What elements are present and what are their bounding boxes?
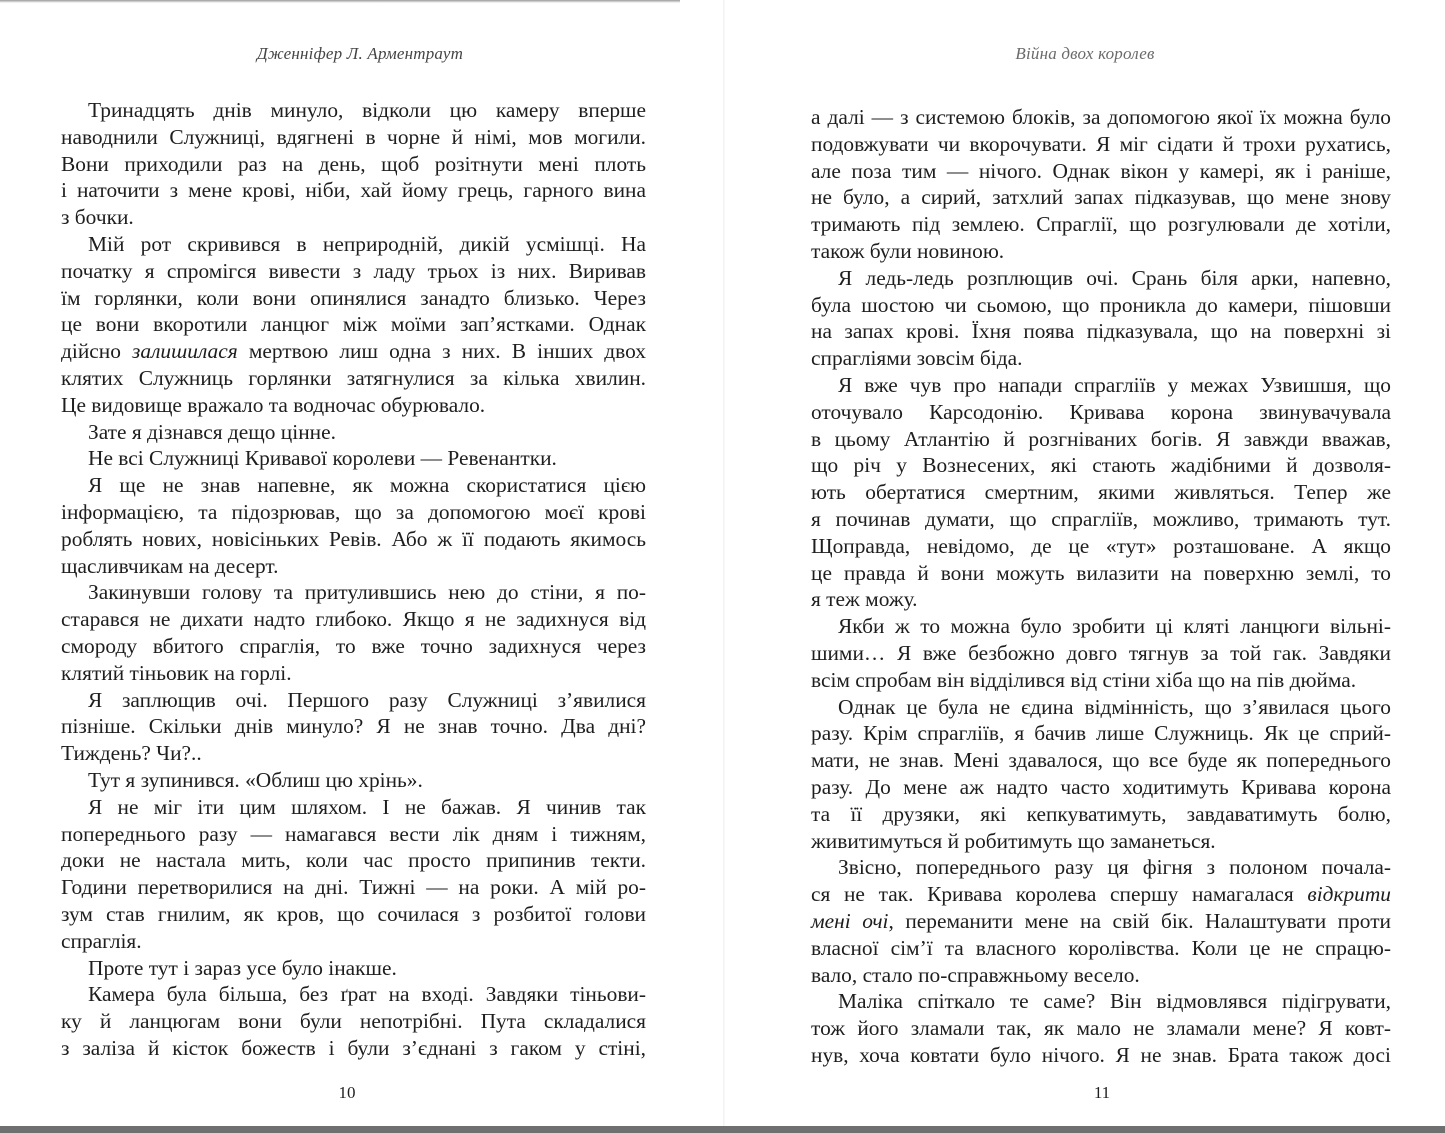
paragraph bbox=[61, 981, 646, 1061]
text-line: я починав думати, що спрагліїв, можливо, тримають тут. bbox=[811, 506, 1391, 531]
page-number: 10 bbox=[338, 1083, 356, 1102]
text-line: Закинувши голову та притулившись нею до стіни, я по- bbox=[88, 580, 646, 605]
text-line: клятих Служниць горлянки затягнулися за кілька хвилин. bbox=[61, 365, 646, 390]
paragraph bbox=[61, 419, 646, 446]
emphasis: відкрити bbox=[1307, 882, 1391, 907]
left-page-body bbox=[61, 97, 646, 1062]
text-line: Я вже чув про напади спрагліїв у межах Узвишшя, що bbox=[838, 372, 1391, 397]
paragraph bbox=[61, 687, 646, 767]
paragraph bbox=[811, 988, 1391, 1068]
text-line: мені очі, переманити мене на свій бік. Налаштувати проти bbox=[811, 908, 1391, 933]
left-page bbox=[0, 0, 722, 1126]
emphasis: залишилася bbox=[132, 339, 238, 364]
text-line: не було, а сирий, затхлий запах підказував, що мене знову bbox=[811, 185, 1391, 210]
text-line: тож його зламали так, як мало не зламали мене? Я ковт- bbox=[811, 1016, 1391, 1041]
text-line: смороду вбитого спраглія, то вже точно задихнуся через bbox=[61, 633, 646, 658]
text-line: з заліза й кісток божеств і були з’єднані з гаком у стіні, bbox=[61, 1035, 646, 1060]
paragraph bbox=[61, 472, 646, 579]
right-page bbox=[725, 0, 1445, 1126]
text-line: ють обертатися смертним, якими живляться. Тепер же bbox=[811, 480, 1391, 505]
text-line: подовжувати чи вкорочувати. Я міг сідати й трохи рухатись, bbox=[811, 131, 1391, 156]
text-line: Зате я дізнався дещо цінне. bbox=[88, 419, 336, 444]
paragraph bbox=[811, 104, 1391, 265]
text-line: Мій рот скривився в неприродній, дикій усмішці. На bbox=[88, 231, 646, 256]
text-line: роблять нових, новісіньких Ревів. Або ж її подають якимось bbox=[61, 526, 646, 551]
paragraph bbox=[61, 97, 646, 231]
text-line: шими… Я вже безбожно довго тягнув за той гак. Завдяки bbox=[811, 640, 1391, 665]
text-line: Я ледь-ледь розплющив очі. Срань біля арки, напевно, bbox=[838, 265, 1391, 290]
text-line: Якби ж то можна було зробити ці кляті ланцюги вільні- bbox=[838, 614, 1391, 639]
text-line: Щоправда, невідомо, де це «тут» розташоване. А якщо bbox=[811, 533, 1391, 558]
text-line: на запах крові. Їхня поява підказувала, що на поверхні зі bbox=[811, 319, 1391, 344]
text-line: і наточити з мене крові, ніби, хай йому грець, гарного вина bbox=[61, 178, 646, 203]
text-line: Тиждень? Чи?.. bbox=[61, 741, 202, 766]
page-number: 11 bbox=[1093, 1083, 1111, 1102]
text-line: та її друзяки, які кепкуватимуть, завдаватимуть болю, bbox=[811, 801, 1391, 826]
paragraph bbox=[811, 854, 1391, 988]
paragraph bbox=[61, 445, 646, 472]
text-line: в цьому Атлантію й розгніваних богів. Я завжди вважав, bbox=[811, 426, 1391, 451]
text-line: Години перетворилися на дні. Тижні — на роки. А мій ро- bbox=[61, 875, 646, 900]
text-line: спраглія. bbox=[61, 928, 142, 953]
text-line: з бочки. bbox=[61, 205, 134, 230]
right-page-body bbox=[811, 104, 1391, 1069]
text-line: я теж можу. bbox=[811, 587, 918, 612]
text-line: спрагліями зовсім біда. bbox=[811, 346, 1023, 371]
text-line: Проте тут і зараз усе було інакше. bbox=[88, 955, 397, 980]
text-line: зум став гнилим, як кров, що сочилася з розбитої голови bbox=[61, 901, 646, 926]
text-line: що річ у Вознесених, які стають жадібними й дозволя- bbox=[811, 453, 1391, 478]
text-line: Я ще не знав напевне, як можна скористатися цією bbox=[88, 473, 646, 498]
text-line: Я заплющив очі. Першого разу Служниці з’явилися bbox=[88, 687, 646, 712]
text-line: живитимуться й робитимуть що заманеться. bbox=[811, 828, 1216, 853]
text-line: Тут я зупинився. «Облиш цю хрінь». bbox=[88, 767, 423, 792]
scan-edge-bottom bbox=[0, 1126, 1445, 1133]
text-line: ку й ланцюгам вони були непотрібні. Пута складалися bbox=[61, 1009, 646, 1034]
text-line: а далі — з системою блоків, за допомогою якої їх можна було bbox=[811, 105, 1391, 129]
text-line: доки не настала мить, коли час просто припинив текти. bbox=[61, 848, 646, 873]
paragraph bbox=[811, 694, 1391, 855]
text-line: щасливчикам на десерт. bbox=[61, 553, 279, 578]
text-line: була шостою чи сьомою, що проникла до камери, пішовши bbox=[811, 292, 1391, 317]
text-line: разу. Крім спрагліїв, я бачив лише Служниць. Як це сприй- bbox=[811, 721, 1391, 746]
text-line: Маліка спіткало те саме? Він відмовлявся підігрувати, bbox=[838, 989, 1391, 1014]
text-line: Вони приходили раз на день, щоб розітнути мені плоть bbox=[61, 151, 646, 176]
text-line: їм горлянки, коли вони опинялися занадто близько. Через bbox=[61, 285, 646, 310]
text-line: це вони вкоротили ланцюг між моїми зап’ястками. Однак bbox=[61, 312, 646, 337]
paragraph bbox=[61, 767, 646, 794]
text-line: клятий тіньовик на горлі. bbox=[61, 660, 292, 685]
text-line: нув, хоча ковтати було нічого. Я не знав. Брата також досі bbox=[811, 1042, 1391, 1067]
paragraph bbox=[811, 613, 1391, 693]
paragraph bbox=[61, 231, 646, 419]
text-line: оточувало Карсодонію. Кривава корона звинувачувала bbox=[811, 399, 1391, 424]
text-line: початку я спромігся вивести з ладу трьох із них. Виривав bbox=[61, 258, 646, 283]
text-line: Камера була більша, без ґрат на вході. Завдяки тіньови- bbox=[88, 982, 646, 1007]
text-line: але поза тим — нічого. Однак вікон у камері, як і раніше, bbox=[811, 158, 1391, 183]
text-line: Не всі Служниці Кривавої королеви — Ревенантки. bbox=[88, 446, 557, 471]
text-line: ся не так. Кривава королева спершу намагалася відкрити bbox=[811, 882, 1391, 907]
text-line: власної сім’ї та власного королівства. Коли це не спрацю- bbox=[811, 935, 1391, 960]
paragraph bbox=[61, 955, 646, 982]
text-line: також були новиною. bbox=[811, 238, 1005, 263]
text-line: мати, не знав. Мені здавалося, що все буде як попереднього bbox=[811, 748, 1391, 773]
text-line: Звісно, попереднього разу ця фігня з полоном почала- bbox=[838, 855, 1391, 880]
text-line: інформацією, та підозрював, що за допомогою моєї крові bbox=[61, 499, 646, 524]
text-line: наводнили Служниці, вдягнені в чорне й німі, мов могили. bbox=[61, 124, 646, 149]
text-line: дійсно залишилася мертвою лиш одна з них. В інших двох bbox=[61, 339, 646, 364]
text-line: вало, стало по-справжньому весело. bbox=[811, 962, 1140, 987]
paragraph bbox=[61, 794, 646, 955]
text-line: Це видовище вражало та водночас обурювало. bbox=[61, 392, 486, 417]
running-head-author: Дженніфер Л. Арментраут bbox=[256, 44, 464, 63]
text-line: всім спробам він відділився від стіни хіба що на пів дюйма. bbox=[811, 667, 1357, 692]
paragraph bbox=[61, 579, 646, 686]
text-line: старався не дихати надто глибоко. Якщо я не задихнуся від bbox=[61, 607, 646, 632]
running-head-title: Війна двох королев bbox=[1015, 44, 1155, 63]
text-line: тримають під землею. Спраглії, що розгулювали де хотіли, bbox=[811, 212, 1391, 237]
text-line: це правда й вони можуть вилазити на поверхню землі, то bbox=[811, 560, 1391, 585]
paragraph bbox=[811, 265, 1391, 372]
text-line: Я не міг іти цим шляхом. І не бажав. Я чинив так bbox=[88, 794, 646, 819]
text-line: пізніше. Скільки днів минуло? Я не знав точно. Два дні? bbox=[61, 714, 646, 739]
emphasis: мені очі bbox=[811, 908, 889, 933]
text-line: разу. До мене аж надто часто ходитимуть Кривава корона bbox=[811, 774, 1391, 799]
text-line: Тринадцять днів минуло, відколи цю камеру вперше bbox=[88, 98, 646, 122]
paragraph bbox=[811, 372, 1391, 613]
text-line: Однак це була не єдина відмінність, що з’явилася цього bbox=[838, 694, 1391, 719]
text-line: попереднього разу — намагався вести лік дням і тижням, bbox=[61, 821, 646, 846]
